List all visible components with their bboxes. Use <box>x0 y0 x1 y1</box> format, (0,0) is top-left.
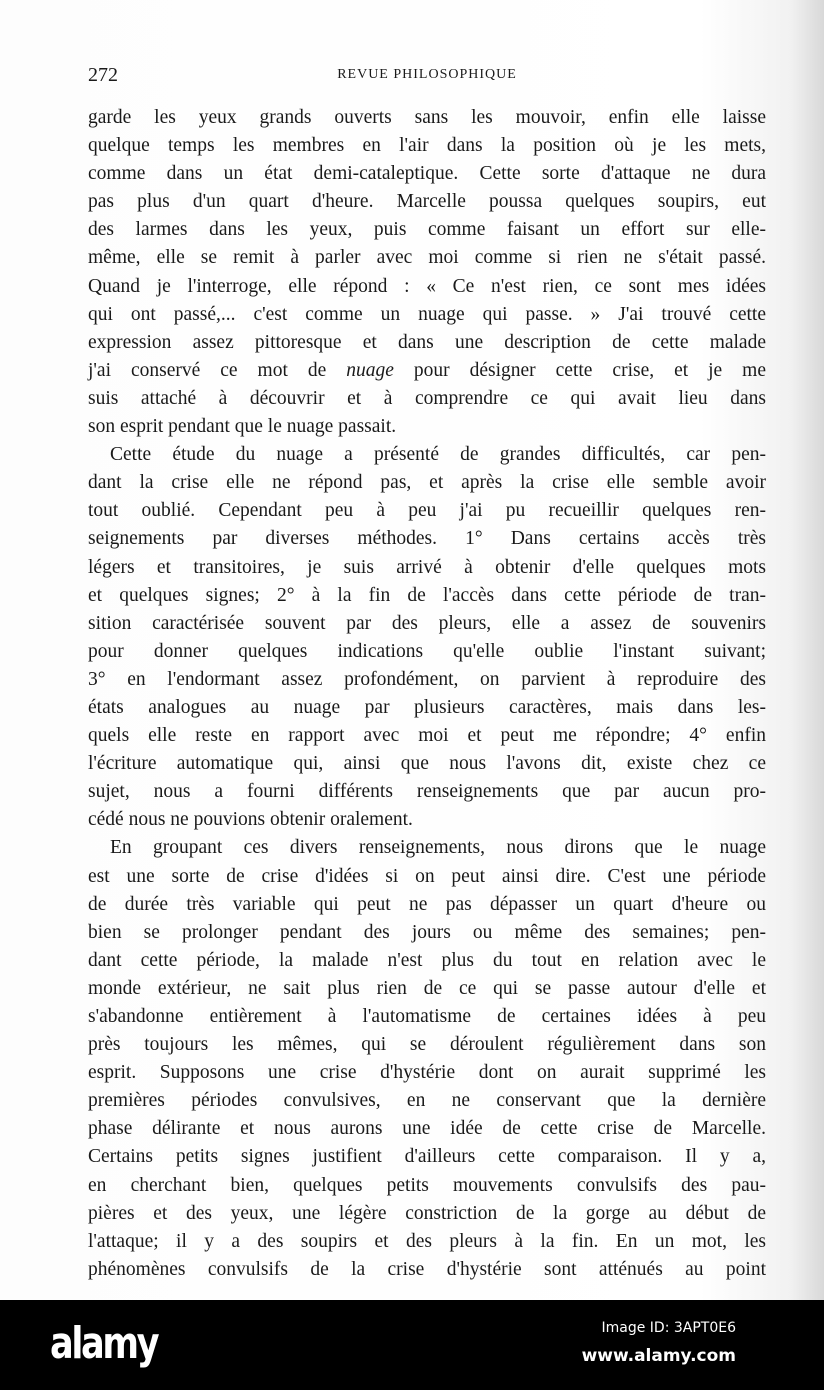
text-line: et quelques signes; 2° à la fin de l'accès dans cette période de tran- <box>88 584 766 606</box>
text-line: Quand je l'interroge, elle répond : « Ce n'est rien, ce sont mes idées <box>88 275 766 297</box>
alamy-logo: alamy <box>50 1318 158 1369</box>
text-line: tout oublié. Cependant peu à peu j'ai pu recueillir quelques ren- <box>88 500 766 522</box>
text-line: suis attaché à découvrir et à comprendre ce qui avait lieu dans <box>88 387 766 409</box>
text-line: près toujours les mêmes, qui se déroulent régulièrement dans son <box>88 1034 766 1056</box>
text-line: phénomènes convulsifs de la crise d'hystérie sont atténués au point <box>88 1258 766 1280</box>
page-number: 272 <box>88 64 118 86</box>
text-line: esprit. Supposons une crise d'hystérie dont on aurait supprimé les <box>88 1062 766 1084</box>
text-line: pières et des yeux, une légère constriction de la gorge au début de <box>88 1202 766 1224</box>
text-line: Cette étude du nuage a présenté de grandes difficultés, car pen- <box>110 444 766 466</box>
text-line: de durée très variable qui peut ne pas dépasser un quart d'heure ou <box>88 893 766 915</box>
text-line: légers et transitoires, je suis arrivé à obtenir d'elle quelques mots <box>88 556 766 578</box>
text-line: comme dans un état demi-cataleptique. Cette sorte d'attaque ne dura <box>88 163 766 185</box>
text-line: bien se prolonger pendant des jours ou même des semaines; pen- <box>88 921 766 943</box>
body-text <box>88 104 766 1284</box>
site-url: www.alamy.com <box>581 1346 736 1366</box>
text-line: seignements par diverses méthodes. 1° Dans certains accès très <box>88 528 766 550</box>
text-line: son esprit pendant que le nuage passait. <box>88 416 397 438</box>
watermark-banner <box>0 1300 824 1390</box>
text-line: Certains petits signes justifient d'ailleurs cette comparaison. Il y a, <box>88 1146 766 1168</box>
text-line: dant cette période, la malade n'est plus du tout en relation avec le <box>88 949 766 971</box>
text-line: sition caractérisée souvent par des pleurs, elle a assez de souvenirs <box>88 612 766 634</box>
text-line: j'ai conservé ce mot de nuage pour désigner cette crise, et je me <box>88 359 766 381</box>
text-line: quelque temps les membres en l'air dans la position où je les mets, <box>88 135 766 157</box>
text-line: s'abandonne entièrement à l'automatisme de certaines idées à peu <box>88 1006 766 1027</box>
text-line: garde les yeux grands ouverts sans les mouvoir, enfin elle laisse <box>88 107 766 128</box>
page-header <box>88 64 766 90</box>
image-id: Image ID: 3APT0E6 <box>601 1320 736 1336</box>
text-line: quels elle reste en rapport avec moi et peut me répondre; 4° enfin <box>88 725 766 747</box>
text-line: premières périodes convulsives, en ne conservant que la dernière <box>88 1090 766 1112</box>
text-line: phase délirante et nous aurons une idée de cette crise de Marcelle. <box>88 1118 766 1140</box>
text-line: qui ont passé,... c'est comme un nuage qui passe. » J'ai trouvé cette <box>88 303 766 325</box>
text-line: expression assez pittoresque et dans une description de cette malade <box>88 331 766 353</box>
text-line: états analogues au nuage par plusieurs caractères, mais dans les- <box>88 696 766 718</box>
running-title: REVUE PHILOSOPHIQUE <box>337 67 517 82</box>
text-line: 3° en l'endormant assez profondément, on parvient à reproduire des <box>88 668 766 690</box>
text-line: en cherchant bien, quelques petits mouvements convulsifs des pau- <box>88 1174 766 1196</box>
text-line: monde extérieur, ne sait plus rien de ce qui se passe autour d'elle et <box>88 977 766 999</box>
text-line: des larmes dans les yeux, puis comme faisant un effort sur elle- <box>88 219 766 241</box>
text-line: En groupant ces divers renseignements, nous dirons que le nuage <box>110 837 766 859</box>
text-line: est une sorte de crise d'idées si on peut ainsi dire. C'est une période <box>88 865 766 887</box>
text-line: même, elle se remit à parler avec moi comme si rien ne s'était passé. <box>88 247 766 269</box>
text-line: dant la crise elle ne répond pas, et après la crise elle semble avoir <box>88 472 766 494</box>
text-line: l'écriture automatique qui, ainsi que nous l'avons dit, existe chez ce <box>88 753 766 775</box>
text-line: cédé nous ne pouvions obtenir oralement. <box>88 809 413 831</box>
text-line: sujet, nous a fourni différents renseignements que par aucun pro- <box>88 781 766 803</box>
text-line: pas plus d'un quart d'heure. Marcelle poussa quelques soupirs, eut <box>88 191 766 213</box>
text-line: l'attaque; il y a des soupirs et des pleurs à la fin. En un mot, les <box>88 1230 766 1252</box>
text-line: pour donner quelques indications qu'elle oublie l'instant suivant; <box>88 640 766 662</box>
